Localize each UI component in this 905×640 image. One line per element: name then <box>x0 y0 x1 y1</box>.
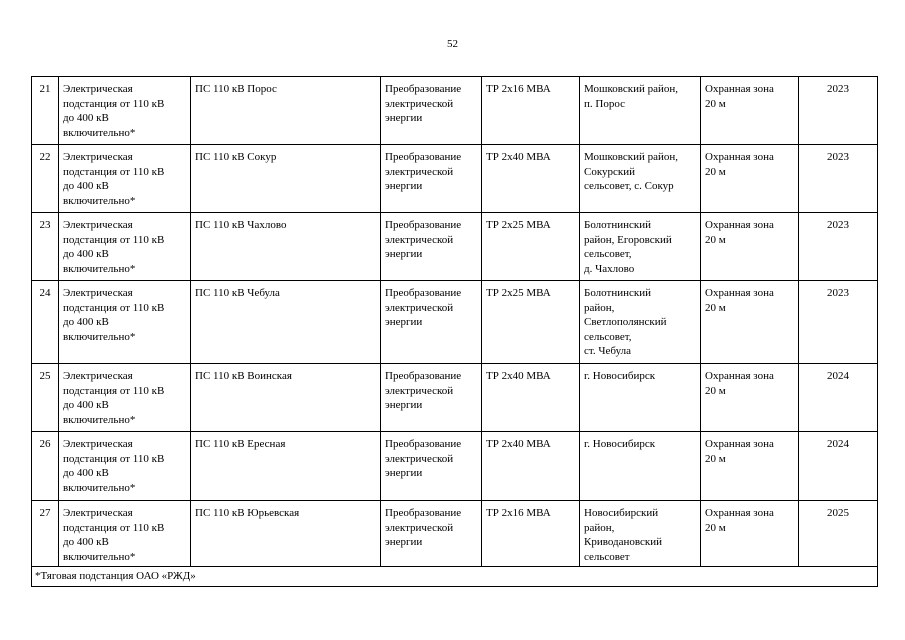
capacity-cell: ТР 2х25 МВА <box>482 281 580 364</box>
protection-zone-cell: Охранная зона 20 м <box>701 501 799 567</box>
capacity-cell: ТР 2х16 МВА <box>482 77 580 145</box>
page-number: 52 <box>447 38 458 50</box>
object-name-cell: ПС 110 кВ Ересная <box>191 432 381 501</box>
row-number-cell: 23 <box>32 213 59 281</box>
capacity-cell: ТР 2х40 МВА <box>482 432 580 501</box>
location-cell: Мошковский район, п. Порос <box>580 77 701 145</box>
location-cell: г. Новосибирск <box>580 364 701 432</box>
row-number-cell: 22 <box>32 145 59 213</box>
object-name-cell: ПС 110 кВ Чебула <box>191 281 381 364</box>
year-cell: 2023 <box>799 145 878 213</box>
object-type-cell: Электрическая подстанция от 110 кВ до 400 кВ включительно* <box>59 501 191 567</box>
protection-zone-cell: Охранная зона 20 м <box>701 145 799 213</box>
location-cell: Новосибирский район, Криводановский сельсовет <box>580 501 701 567</box>
object-type-cell: Электрическая подстанция от 110 кВ до 400 кВ включительно* <box>59 213 191 281</box>
location-cell: г. Новосибирск <box>580 432 701 501</box>
protection-zone-cell: Охранная зона 20 м <box>701 432 799 501</box>
table-row <box>32 501 878 567</box>
object-name-cell: ПС 110 кВ Сокур <box>191 145 381 213</box>
location-cell: Болотнинский район, Светлополянский сельсовет, ст. Чебула <box>580 281 701 364</box>
object-name-cell: ПС 110 кВ Юрьевская <box>191 501 381 567</box>
object-name-cell: ПС 110 кВ Воинская <box>191 364 381 432</box>
capacity-cell: ТР 2х25 МВА <box>482 213 580 281</box>
year-cell: 2023 <box>799 281 878 364</box>
year-cell: 2023 <box>799 77 878 145</box>
protection-zone-cell: Охранная зона 20 м <box>701 364 799 432</box>
purpose-cell: Преобразование электрической энергии <box>381 501 482 567</box>
table-row <box>32 213 878 281</box>
object-name-cell: ПС 110 кВ Порос <box>191 77 381 145</box>
row-number-cell: 26 <box>32 432 59 501</box>
protection-zone-cell: Охранная зона 20 м <box>701 77 799 145</box>
location-cell: Болотнинский район, Егоровский сельсовет, д. Чахлово <box>580 213 701 281</box>
capacity-cell: ТР 2х40 МВА <box>482 145 580 213</box>
table-row <box>32 432 878 501</box>
row-number-cell: 27 <box>32 501 59 567</box>
table-row <box>32 77 878 145</box>
object-type-cell: Электрическая подстанция от 110 кВ до 400 кВ включительно* <box>59 364 191 432</box>
purpose-cell: Преобразование электрической энергии <box>381 364 482 432</box>
purpose-cell: Преобразование электрической энергии <box>381 145 482 213</box>
year-cell: 2023 <box>799 213 878 281</box>
capacity-cell: ТР 2х16 МВА <box>482 501 580 567</box>
year-cell: 2024 <box>799 364 878 432</box>
substations-table <box>31 76 878 587</box>
object-type-cell: Электрическая подстанция от 110 кВ до 400 кВ включительно* <box>59 77 191 145</box>
row-number-cell: 21 <box>32 77 59 145</box>
row-number-cell: 25 <box>32 364 59 432</box>
object-name-cell: ПС 110 кВ Чахлово <box>191 213 381 281</box>
purpose-cell: Преобразование электрической энергии <box>381 213 482 281</box>
purpose-cell: Преобразование электрической энергии <box>381 432 482 501</box>
year-cell: 2024 <box>799 432 878 501</box>
object-type-cell: Электрическая подстанция от 110 кВ до 400 кВ включительно* <box>59 145 191 213</box>
capacity-cell: ТР 2х40 МВА <box>482 364 580 432</box>
table-row <box>32 364 878 432</box>
purpose-cell: Преобразование электрической энергии <box>381 281 482 364</box>
protection-zone-cell: Охранная зона 20 м <box>701 281 799 364</box>
year-cell: 2025 <box>799 501 878 567</box>
object-type-cell: Электрическая подстанция от 110 кВ до 400 кВ включительно* <box>59 432 191 501</box>
footnote-row <box>32 567 878 587</box>
table-row <box>32 145 878 213</box>
protection-zone-cell: Охранная зона 20 м <box>701 213 799 281</box>
footnote: *Тяговая подстанция ОАО «РЖД» <box>32 567 878 587</box>
location-cell: Мошковский район, Сокурский сельсовет, с. Сокур <box>580 145 701 213</box>
row-number-cell: 24 <box>32 281 59 364</box>
purpose-cell: Преобразование электрической энергии <box>381 77 482 145</box>
object-type-cell: Электрическая подстанция от 110 кВ до 400 кВ включительно* <box>59 281 191 364</box>
table-row <box>32 281 878 364</box>
